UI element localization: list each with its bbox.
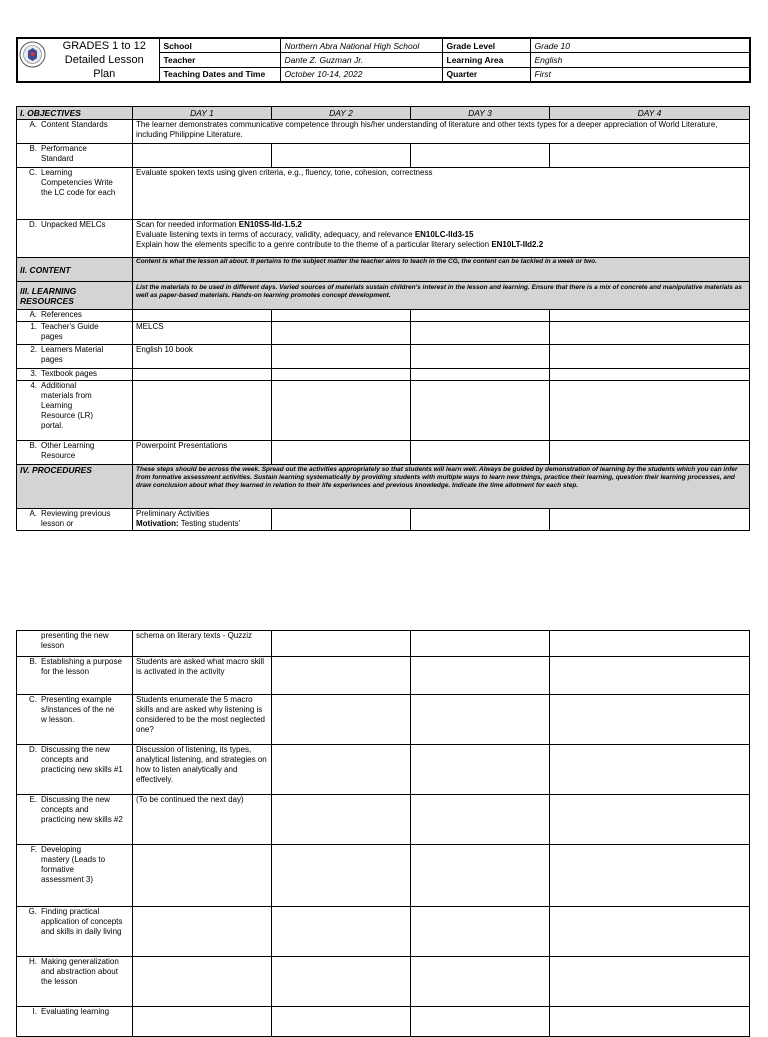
presenting-new-lesson-day3 (411, 631, 550, 657)
motivation-text: Motivation: Testing students' (136, 519, 241, 528)
textbook-pages-day4 (550, 369, 750, 381)
practical-application-day2 (272, 907, 411, 957)
developing-mastery-day1 (133, 845, 272, 907)
discussing-concepts-1-day1: Discussion of listening, its types, analytical listening, and strategies on how to listen analytically and effectively. (133, 745, 272, 795)
discussing-concepts-1-day2 (272, 745, 411, 795)
evaluating-learning-day3 (411, 1007, 550, 1037)
header-value-school: Northern Abra National High School (280, 38, 442, 53)
discussing-concepts-2-day2 (272, 795, 411, 845)
header-label-quarter: Quarter (442, 67, 530, 82)
lesson-plan-table-page2 (16, 630, 750, 1037)
melcs-text (133, 220, 750, 258)
additional-materials-day1 (133, 381, 272, 441)
header-table (16, 37, 751, 83)
textbook-pages-day2 (272, 369, 411, 381)
establishing-purpose-day3 (411, 657, 550, 695)
other-resource-label: B. Other Learning Resource (17, 441, 133, 465)
content-standards-text: The learner demonstrates communicative competence through his/her understanding of literature and other texts types for a deeper appreciation of World Literature, including Philippine Literature. (133, 120, 750, 144)
learners-material-day3 (411, 345, 550, 369)
establishing-purpose-day2 (272, 657, 411, 695)
header-title-line1: GRADES 1 to 12 (62, 40, 146, 52)
header-label-school: School (159, 38, 280, 53)
practical-application-day1 (133, 907, 272, 957)
performance-day4-cell (550, 144, 750, 168)
additional-materials-day3 (411, 381, 550, 441)
developing-mastery-label: F. Developing mastery (Leads to formative assessment 3) (17, 845, 133, 907)
performance-standard-label: B. Performance Standard (17, 144, 133, 168)
references-day3 (411, 310, 550, 322)
discussing-concepts-1-day4 (550, 745, 750, 795)
textbook-pages-day3 (411, 369, 550, 381)
presenting-examples-label: C. Presenting examples/instances of the new lesson. (17, 695, 133, 745)
performance-day1-cell (133, 144, 272, 168)
teachers-guide-day1: MELCS (133, 322, 272, 345)
generalization-day3 (411, 957, 550, 1007)
practical-application-day3 (411, 907, 550, 957)
establishing-purpose-day1: Students are asked what macro skill is activated in the activity (133, 657, 272, 695)
generalization-day2 (272, 957, 411, 1007)
resources-heading: III. LEARNING RESOURCES (17, 282, 133, 310)
day-1-heading: DAY 1 (133, 107, 272, 120)
header-label-learning-area: Learning Area (442, 53, 530, 68)
day-4-heading: DAY 4 (550, 107, 750, 120)
references-day1 (133, 310, 272, 322)
textbook-pages-label: 3. Textbook pages (17, 369, 133, 381)
competencies-text: Evaluate spoken texts using given criteria, e.g., fluency, tone, cohesion, correctness (133, 168, 750, 220)
presenting-examples-day1: Students enumerate the 5 macro skills and are asked why listening is considered to be the most neglected one? (133, 695, 272, 745)
header-label-dates: Teaching Dates and Time (159, 67, 280, 82)
content-note: Content is what the lesson all about. It pertains to the subject matter the teacher aims to teach in the CG, the content can be tackled in a week or two. (133, 258, 750, 282)
presenting-new-lesson-day4 (550, 631, 750, 657)
references-day4 (550, 310, 750, 322)
melcs-label: D. Unpacked MELCs (17, 220, 133, 258)
practical-application-label: G. Finding practical application of concepts and skills in daily living (17, 907, 133, 957)
performance-day3-cell (411, 144, 550, 168)
generalization-day4 (550, 957, 750, 1007)
presenting-examples-day3 (411, 695, 550, 745)
developing-mastery-day4 (550, 845, 750, 907)
header-value-teacher: Dante Z. Guzman Jr. (280, 53, 442, 68)
developing-mastery-day2 (272, 845, 411, 907)
establishing-purpose-day4 (550, 657, 750, 695)
other-resource-day4 (550, 441, 750, 465)
objectives-heading: I. OBJECTIVES (17, 107, 133, 120)
reviewing-day1 (133, 509, 272, 531)
teachers-guide-day4 (550, 322, 750, 345)
developing-mastery-day3 (411, 845, 550, 907)
header-value-dates: October 10-14, 2022 (280, 67, 442, 82)
evaluating-learning-day2 (272, 1007, 411, 1037)
teachers-guide-day3 (411, 322, 550, 345)
presenting-examples-day2 (272, 695, 411, 745)
reviewing-label: A. Reviewing previous lesson or (17, 509, 133, 531)
additional-materials-day2 (272, 381, 411, 441)
content-heading: II. CONTENT (17, 258, 133, 282)
day-2-heading: DAY 2 (272, 107, 411, 120)
generalization-label: H. Making generalization and abstraction about the lesson (17, 957, 133, 1007)
content-standards-label: A. Content Standards (17, 120, 133, 144)
evaluating-learning-day4 (550, 1007, 750, 1037)
discussing-concepts-2-day3 (411, 795, 550, 845)
lesson-plan-table-page1 (16, 106, 750, 531)
header-value-quarter: First (530, 67, 750, 82)
reviewing-day2 (272, 509, 411, 531)
reviewing-day3 (411, 509, 550, 531)
references-label: A. References (17, 310, 133, 322)
discussing-concepts-2-label: E. Discussing the new concepts and practicing new skills #2 (17, 795, 133, 845)
evaluating-learning-day1 (133, 1007, 272, 1037)
performance-day2-cell (272, 144, 411, 168)
generalization-day1 (133, 957, 272, 1007)
melc-line-1: Scan for needed information EN10SS-IId-1.5.2 (136, 220, 302, 229)
teachers-guide-day2 (272, 322, 411, 345)
learners-material-label: 2. Learners Material pages (17, 345, 133, 369)
day-3-heading: DAY 3 (411, 107, 550, 120)
establishing-purpose-label: B. Establishing a purpose for the lesson (17, 657, 133, 695)
presenting-new-lesson-day1: schema on literary texts - Quzziz (133, 631, 272, 657)
header-label-teacher: Teacher (159, 53, 280, 68)
presenting-examples-day4 (550, 695, 750, 745)
procedures-heading: IV. PROCEDURES (17, 465, 133, 509)
melc-line-2: Evaluate listening texts in terms of accuracy, validity, adequacy, and relevance EN10LC-IId3-15 (136, 230, 474, 239)
discussing-concepts-2-day1: (To be continued the next day) (133, 795, 272, 845)
header-title-line2: Detailed Lesson Plan (64, 54, 144, 80)
other-resource-day3 (411, 441, 550, 465)
other-resource-day2 (272, 441, 411, 465)
presenting-new-lesson-label: presenting the new lesson (17, 631, 133, 657)
header-title-cell (17, 38, 159, 82)
practical-application-day4 (550, 907, 750, 957)
references-day2 (272, 310, 411, 322)
evaluating-learning-label: I. Evaluating learning (17, 1007, 133, 1037)
reviewing-day4 (550, 509, 750, 531)
teachers-guide-label: 1. Teacher's Guide pages (17, 322, 133, 345)
discussing-concepts-1-day3 (411, 745, 550, 795)
procedures-note: These steps should be across the week. Spread out the activities appropriately so that students will learn well. Always be guided by demonstration of learning by the students which you can infer from formative assessment activities. Sustain learning systematically by providing students with multiple ways to learn new things, practice their learning, question their learning processes, and draw conclusion about what they learned in relation to their life experiences and previous knowledge. Indicate the time allotment for each step. (133, 465, 750, 509)
resources-note: List the materials to be used in different days. Varied sources of materials sustain children's interest in the lesson and learning. Ensure that there is a mix of concrete and manipulative materials as well as paper-based materials. Hands-on learning promotes concept development. (133, 282, 750, 310)
discussing-concepts-1-label: D. Discussing the new concepts and practicing new skills #1 (17, 745, 133, 795)
learners-material-day1: English 10 book (133, 345, 272, 369)
competencies-label: C. Learning Competencies Write the LC code for each (17, 168, 133, 220)
learners-material-day4 (550, 345, 750, 369)
header-value-grade-level: Grade 10 (530, 38, 750, 53)
other-resource-day1: Powerpoint Presentations (133, 441, 272, 465)
presenting-new-lesson-day2 (272, 631, 411, 657)
learners-material-day2 (272, 345, 411, 369)
additional-materials-day4 (550, 381, 750, 441)
melc-line-3: Explain how the elements specific to a genre contribute to the theme of a particular literary selection EN10LT-IId2.2 (136, 240, 544, 249)
header-label-grade-level: Grade Level (442, 38, 530, 53)
header-value-learning-area: English (530, 53, 750, 68)
additional-materials-label: 4. Additional materials from Learning Resource (LR) portal. (17, 381, 133, 441)
preliminary-activities-text: Preliminary Activities (136, 509, 210, 518)
discussing-concepts-2-day4 (550, 795, 750, 845)
textbook-pages-day1 (133, 369, 272, 381)
